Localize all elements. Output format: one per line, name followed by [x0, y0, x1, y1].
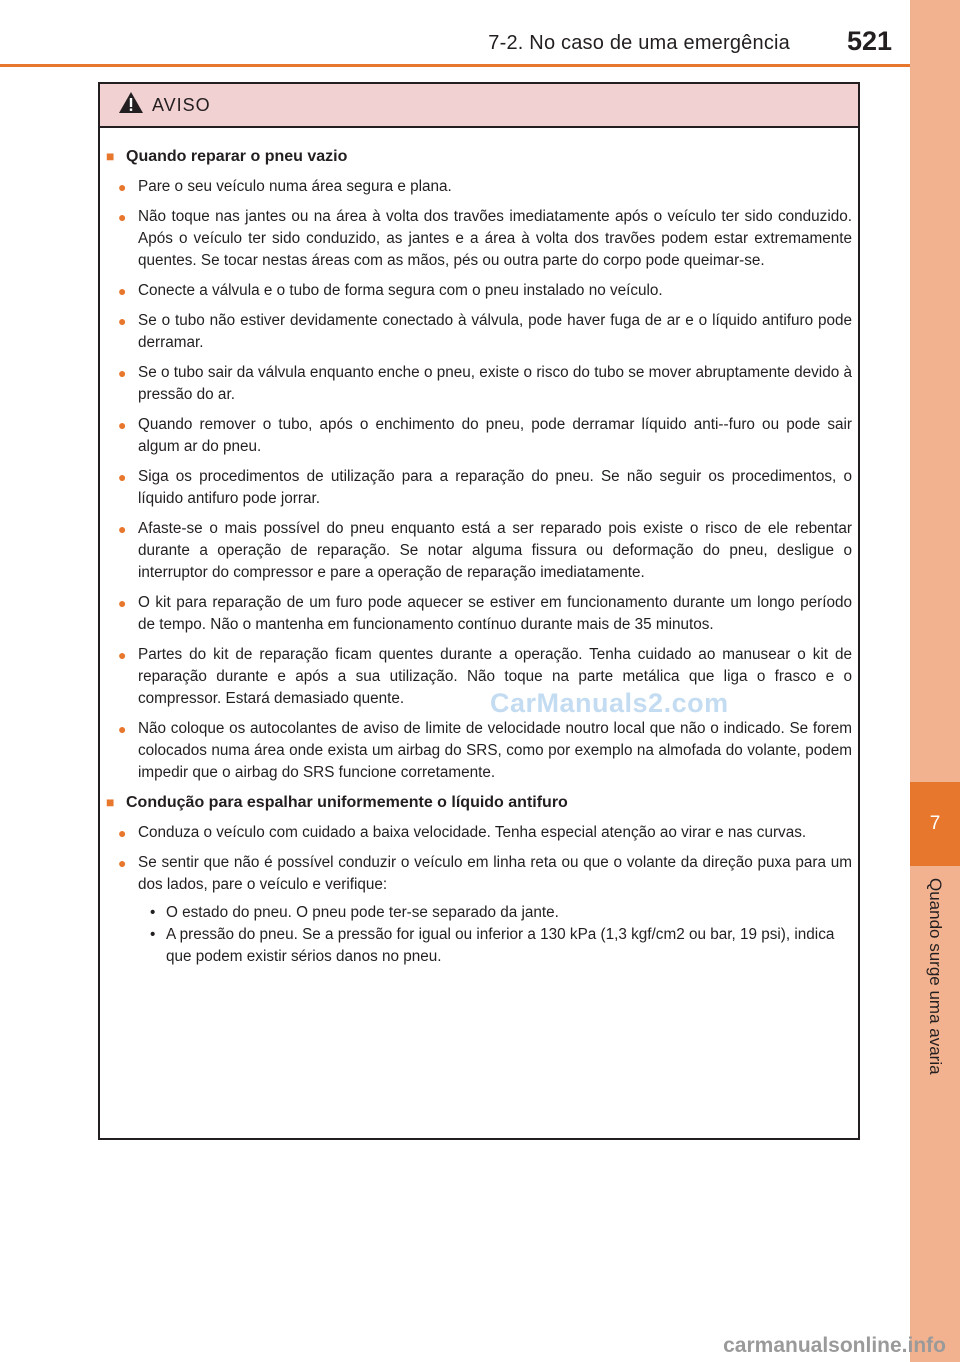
bullet-text: Conduza o veículo com cuidado a baixa velocidade. Tenha especial atenção ao virar e nas curvas.: [138, 824, 807, 841]
bullet-text: Quando remover o tubo, após o enchimento do pneu, pode derramar líquido anti--furo ou pode sair algum ar do pneu.: [138, 416, 852, 455]
round-bullet-icon: ●: [118, 179, 127, 195]
bullet-text: O kit para reparação de um furo pode aquecer se estiver em funcionamento durante um longo período de tempo. Não o mantenha em funcionamento contínuo durante mais de 35 minutos.: [138, 594, 852, 633]
square-bullet-icon: ■: [106, 148, 115, 164]
bullet-text: Siga os procedimentos de utilização para a reparação do pneu. Se não seguir os procedimentos, o líquido antifuro pode jorrar.: [138, 468, 852, 507]
round-bullet-icon: ●: [118, 647, 127, 663]
bullet-text: Não toque nas jantes ou na área à volta dos travões imediatamente após o veículo ter sido conduzido. Após o veículo ter sido conduzido, as jantes e a área à volta dos travões podem estar extremamente quentes. Se tocar nestas áreas com as mãos, pés ou outra parte do corpo pode queimar-se.: [138, 208, 852, 269]
warning-body: [100, 128, 858, 968]
bullet-text: Conecte a válvula e o tubo de forma segura com o pneu instalado no veículo.: [138, 282, 663, 299]
header-rule: [0, 64, 910, 67]
warning-title: AVISO: [152, 94, 211, 115]
round-bullet-icon: ●: [118, 595, 127, 611]
sub-item: [150, 902, 852, 924]
bullet-text: Pare o seu veículo numa área segura e plana.: [138, 178, 452, 195]
bullet-item: [106, 176, 852, 198]
round-bullet-icon: ●: [118, 417, 127, 433]
sub-item-text: O estado do pneu. O pneu pode ter-se separado da jante.: [166, 904, 559, 921]
bullet-item: [106, 822, 852, 844]
round-bullet-icon: ●: [118, 469, 127, 485]
round-bullet-icon: ●: [118, 365, 127, 381]
round-bullet-icon: ●: [118, 721, 127, 737]
bullet-item: [106, 362, 852, 406]
chapter-number: 7: [910, 782, 960, 866]
side-tab: [910, 0, 960, 1362]
warning-box: [98, 82, 860, 1140]
small-bullet-icon: •: [150, 926, 156, 943]
warning-header: [100, 84, 858, 128]
bullet-item: [106, 310, 852, 354]
chapter-title: Quando surge uma avaria: [926, 878, 945, 1075]
sub-item: [150, 924, 852, 968]
square-bullet-icon: ■: [106, 794, 115, 810]
section-heading-text: Quando reparar o pneu vazio: [126, 148, 348, 165]
sub-item-text: A pressão do pneu. Se a pressão for igual ou inferior a 130 kPa (1,3 kgf/cm2 ou bar, 19 psi), indica que podem existir sérios danos no pneu.: [166, 926, 835, 965]
section-heading: [106, 794, 852, 812]
round-bullet-icon: ●: [118, 825, 127, 841]
watermark: CarManuals2.com: [490, 688, 729, 718]
round-bullet-icon: ●: [118, 209, 127, 225]
bullet-text: Não coloque os autocolantes de aviso de limite de velocidade noutro local que não o indicado. Se forem colocados numa área onde exista um airbag do SRS, como por exemplo na almofada do volante, podem impedir que o airbag do SRS funcione corretamente.: [138, 720, 852, 781]
section-heading-text: Condução para espalhar uniformemente o líquido antifuro: [126, 794, 568, 811]
round-bullet-icon: ●: [118, 313, 127, 329]
bullet-text: Afaste-se o mais possível do pneu enquanto está a ser reparado pois existe o risco de ele rebentar durante a operação de reparação. Se notar alguma fissura ou deformação do pneu, desligue o interruptor do compressor e pare a operação de reparação imediatamente.: [138, 520, 852, 581]
bullet-item: [106, 718, 852, 784]
bullet-item: [106, 414, 852, 458]
bullet-text: Partes do kit de reparação ficam quentes durante a operação. Tenha cuidado ao manusear o kit de reparação durante e após a sua utilização. Não toque na parte metálica que liga o frasco e o compressor. Estará demasiado quente.: [138, 646, 852, 707]
bullet-item: [106, 206, 852, 272]
bullet-text: Se o tubo sair da válvula enquanto enche o pneu, existe o risco do tubo se mover abruptamente devido à pressão do ar.: [138, 364, 852, 403]
bullet-item: [106, 280, 852, 302]
bullet-item: [106, 592, 852, 636]
footer-site: carmanualsonline.info: [723, 1334, 946, 1357]
bullet-item: [106, 852, 852, 896]
bullet-item: [106, 644, 852, 710]
section-heading: [106, 148, 852, 166]
round-bullet-icon: ●: [118, 521, 127, 537]
round-bullet-icon: ●: [118, 283, 127, 299]
small-bullet-icon: •: [150, 904, 156, 921]
page-number: 521: [846, 26, 892, 56]
bullet-item: [106, 518, 852, 584]
warning-triangle-icon: [118, 91, 144, 119]
bullet-text: Se sentir que não é possível conduzir o veículo em linha reta ou que o volante da direção puxa para um dos lados, pare o veículo e verifique:: [138, 854, 852, 893]
bullet-text: Se o tubo não estiver devidamente conectado à válvula, pode haver fuga de ar e o líquido antifuro pode derramar.: [138, 312, 852, 351]
sub-list: [106, 902, 852, 968]
header-title: 7-2. No caso de uma emergência: [488, 32, 790, 54]
bullet-item: [106, 466, 852, 510]
round-bullet-icon: ●: [118, 855, 127, 871]
